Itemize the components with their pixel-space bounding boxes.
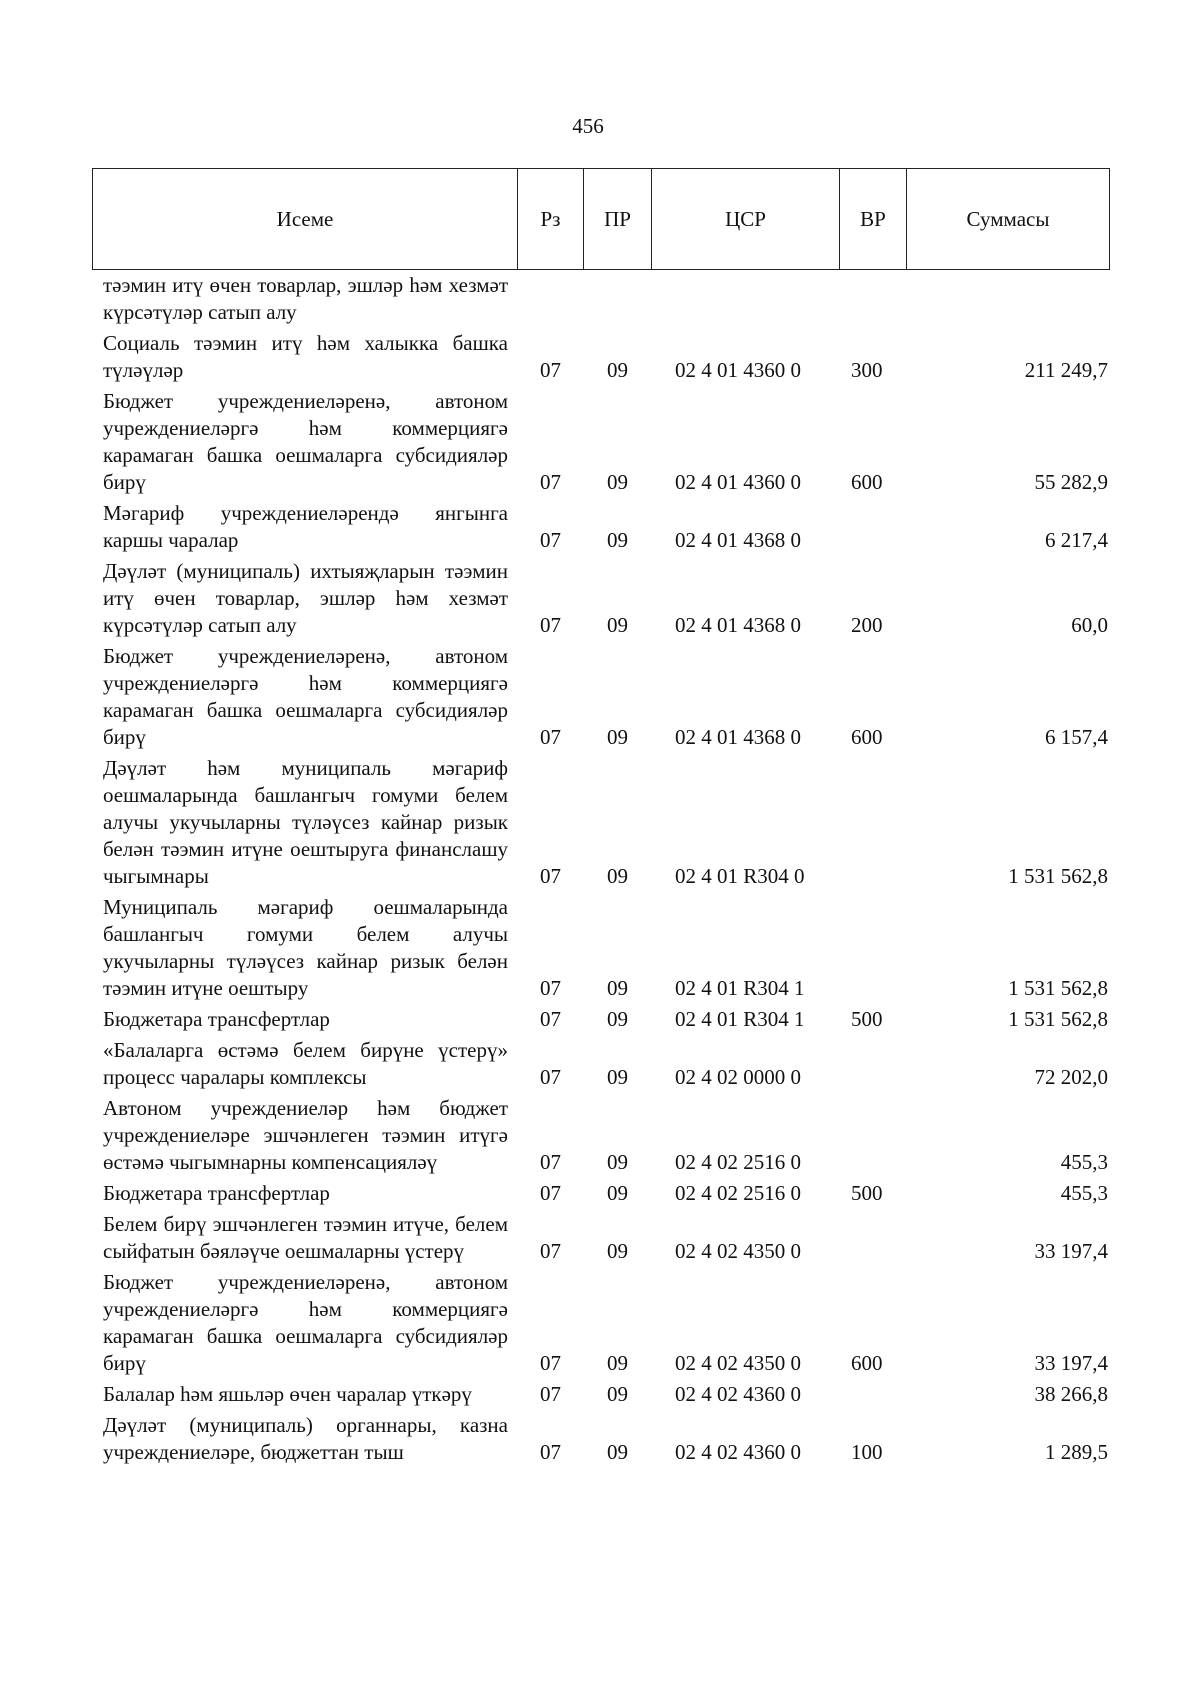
- row-pr: 09: [607, 1440, 628, 1464]
- row-csr: 02 4 02 4360 0: [675, 1382, 801, 1406]
- row-pr: 09: [607, 1351, 628, 1375]
- row-rz: 07: [540, 1007, 561, 1031]
- row-sum: 72 202,0: [1034, 1065, 1108, 1089]
- row-pr: 09: [607, 1065, 628, 1089]
- table-row: [0, 330, 1200, 384]
- row-rz: 07: [540, 1181, 561, 1205]
- row-rz: 07: [540, 1150, 561, 1174]
- row-vr: 200: [851, 613, 883, 637]
- row-sum: 33 197,4: [1034, 1239, 1108, 1263]
- row-name: тәэмин итү өчен товарлар, эшләр һәм хезмәт күрсәтүләр сатып алу: [103, 273, 508, 324]
- row-rz: 07: [540, 1239, 561, 1263]
- row-pr: 09: [607, 1150, 628, 1174]
- row-name: Социаль тәэмин итү һәм халыкка башка түләүләр: [103, 331, 508, 382]
- row-pr: 09: [607, 864, 628, 888]
- row-name: Бюджетара трансфертлар: [103, 1007, 330, 1031]
- row-pr: 09: [607, 725, 628, 749]
- table-row: [0, 755, 1200, 890]
- row-rz: 07: [540, 1382, 561, 1406]
- row-csr: 02 4 02 0000 0: [675, 1065, 801, 1089]
- table-row: [0, 1006, 1200, 1033]
- row-sum: 6 157,4: [1045, 725, 1108, 749]
- header-rz: Рз: [518, 169, 584, 269]
- row-name: Автоном учреждениеләр һәм бюджет учреждениеләре эшчәнлеген тәэмин итүгә өстәмә чыгымнарны компенсацияләү: [103, 1096, 508, 1174]
- table-row: [0, 1269, 1200, 1377]
- table-row: [0, 500, 1200, 554]
- table-row: [0, 894, 1200, 1002]
- row-rz: 07: [540, 1351, 561, 1375]
- row-sum: 1 531 562,8: [1008, 864, 1108, 888]
- row-name: «Балаларга өстәмә белем бирүне үстерү» процесс чаралары комплексы: [103, 1038, 508, 1089]
- table-row: [0, 643, 1200, 751]
- row-name: Бюджет учреждениеләренә, автоном учреждениеләргә һәм коммерциягә карамаган башка оешмаларга субсидияләр бирү: [103, 1270, 508, 1375]
- row-pr: 09: [607, 1181, 628, 1205]
- table-row: [0, 1180, 1200, 1207]
- row-pr: 09: [607, 528, 628, 552]
- table-row: [0, 1095, 1200, 1176]
- row-sum: 1 289,5: [1045, 1440, 1108, 1464]
- row-vr: 600: [851, 725, 883, 749]
- header-sum: Суммасы: [966, 206, 1050, 231]
- row-csr: 02 4 02 4350 0: [675, 1239, 801, 1263]
- row-sum: 1 531 562,8: [1008, 1007, 1108, 1031]
- row-rz: 07: [540, 613, 561, 637]
- row-pr: 09: [607, 1239, 628, 1263]
- row-vr: 500: [851, 1181, 883, 1205]
- row-vr: 600: [851, 470, 883, 494]
- row-sum: 455,3: [1060, 1150, 1108, 1174]
- row-name: Балалар һәм яшьләр өчен чаралар үткәрү: [103, 1382, 472, 1406]
- row-name: Дәүләт (муниципаль) органнары, казна учреждениеләре, бюджеттан тыш: [103, 1413, 508, 1464]
- row-sum: 1 531 562,8: [1008, 976, 1108, 1000]
- table-header: [92, 168, 1110, 270]
- header-vr: ВР: [840, 169, 907, 269]
- row-csr: 02 4 01 4360 0: [675, 358, 801, 382]
- row-pr: 09: [607, 1382, 628, 1406]
- row-name: Дәүләт (муниципаль) ихтыяҗларын тәэмин итү өчен товарлар, эшләр һәм хезмәт күрсәтүләр сатып алу: [103, 559, 508, 637]
- row-sum: 38 266,8: [1034, 1382, 1108, 1406]
- row-csr: 02 4 02 2516 0: [675, 1150, 801, 1174]
- row-name: Дәүләт һәм муниципаль мәгариф оешмаларында башлангыч гомуми белем алучы укучыларны түләүсез кайнар ризык белән тәэмин итүне оештыруга финанслашу чыгымнары: [103, 756, 508, 888]
- row-rz: 07: [540, 358, 561, 382]
- row-csr: 02 4 01 R304 1: [675, 976, 805, 1000]
- row-sum: 455,3: [1060, 1181, 1108, 1205]
- page-number: 456: [572, 114, 604, 138]
- row-name: Бюджет учреждениеләренә, автоном учреждениеләргә һәм коммерциягә карамаган башка оешмаларга субсидияләр бирү: [103, 389, 508, 494]
- table-body: [0, 272, 1200, 1470]
- row-name: Белем бирү эшчәнлеген тәэмин итүче, белем сыйфатын бәяләүче оешмаларны үстерү: [103, 1212, 508, 1263]
- row-name: Мәгариф учреждениеләрендә янгынга каршы чаралар: [103, 501, 508, 552]
- header-csr: ЦСР: [652, 169, 840, 269]
- header-name: Исеме: [93, 169, 518, 269]
- row-csr: 02 4 02 4350 0: [675, 1351, 801, 1375]
- row-sum: 6 217,4: [1045, 528, 1108, 552]
- row-csr: 02 4 01 4368 0: [675, 613, 801, 637]
- table-row: [0, 558, 1200, 639]
- row-csr: 02 4 01 4368 0: [675, 528, 801, 552]
- row-csr: 02 4 01 R304 1: [675, 1007, 805, 1031]
- table-row: [0, 272, 1200, 326]
- row-vr: 100: [851, 1440, 883, 1464]
- row-pr: 09: [607, 976, 628, 1000]
- table-row: [0, 388, 1200, 496]
- row-pr: 09: [607, 1007, 628, 1031]
- row-vr: 500: [851, 1007, 883, 1031]
- row-csr: 02 4 01 R304 0: [675, 864, 805, 888]
- row-name: Муниципаль мәгариф оешмаларында башлангыч гомуми белем алучы укучыларны түләүсез кайнар ризык белән тәэмин итүне оештыру: [103, 895, 508, 1000]
- table-row: [0, 1381, 1200, 1408]
- row-rz: 07: [540, 470, 561, 494]
- row-vr: 600: [851, 1351, 883, 1375]
- row-csr: 02 4 02 4360 0: [675, 1440, 801, 1464]
- row-pr: 09: [607, 470, 628, 494]
- table-row: [0, 1412, 1200, 1466]
- row-rz: 07: [540, 1440, 561, 1464]
- table-row: [0, 1211, 1200, 1265]
- row-csr: 02 4 01 4360 0: [675, 470, 801, 494]
- row-pr: 09: [607, 358, 628, 382]
- row-rz: 07: [540, 976, 561, 1000]
- table-row: [0, 1037, 1200, 1091]
- row-name: Бюджетара трансфертлар: [103, 1181, 330, 1205]
- row-sum: 55 282,9: [1034, 470, 1108, 494]
- row-rz: 07: [540, 725, 561, 749]
- row-rz: 07: [540, 864, 561, 888]
- row-vr: 300: [851, 358, 883, 382]
- row-sum: 33 197,4: [1034, 1351, 1108, 1375]
- row-sum: 60,0: [1071, 613, 1108, 637]
- row-pr: 09: [607, 613, 628, 637]
- row-rz: 07: [540, 528, 561, 552]
- header-pr: ПР: [584, 169, 652, 269]
- row-csr: 02 4 01 4368 0: [675, 725, 801, 749]
- row-csr: 02 4 02 2516 0: [675, 1181, 801, 1205]
- row-name: Бюджет учреждениеләренә, автоном учреждениеләргә һәм коммерциягә карамаган башка оешмаларга субсидияләр бирү: [103, 644, 508, 749]
- row-rz: 07: [540, 1065, 561, 1089]
- row-sum: 211 249,7: [1024, 358, 1108, 382]
